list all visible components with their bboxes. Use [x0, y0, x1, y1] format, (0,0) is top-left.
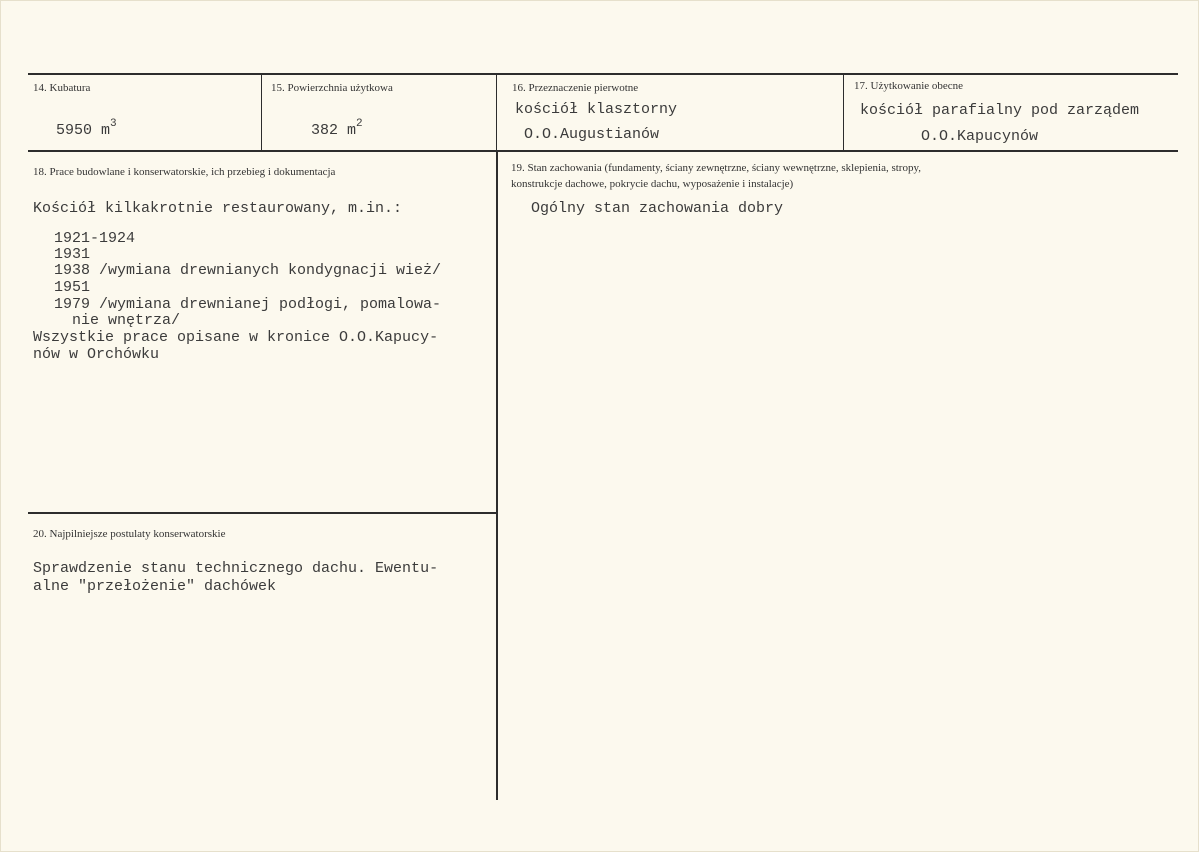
field-14-unit-exponent: 3 — [110, 118, 117, 130]
field-18-entry-4: 1951 — [54, 279, 91, 296]
field-18-entry-5: 1979 /wymiana drewnianej podłogi, pomalowa- — [54, 296, 442, 313]
field-17-line-1: kościół parafialny pod zarządem — [860, 102, 1140, 119]
field-19-label-line-2: konstrukcje dachowe, pokrycie dachu, wyposażenie i instalacje) — [511, 178, 794, 190]
field-20-line-2: alne "przełożenie" dachówek — [33, 578, 277, 595]
field-16-label: 16. Przeznaczenie pierwotne — [512, 82, 639, 94]
field-15-unit-exponent: 2 — [356, 118, 363, 130]
field-20-line-1: Sprawdzenie stanu technicznego dachu. Ewentu- — [33, 560, 439, 577]
divider-16-17 — [843, 75, 844, 150]
field-17-line-2: O.O.Kapucynów — [921, 128, 1039, 145]
field-15-value — [311, 116, 363, 139]
field-15-label: 15. Powierzchnia użytkowa — [271, 82, 393, 94]
field-18-footer-line-1: Wszystkie prace opisane w kronice O.O.Kapucy- — [33, 329, 439, 346]
divider-15-16 — [496, 75, 497, 150]
field-19-value: Ogólny stan zachowania dobry — [531, 200, 784, 217]
field-14-label: 14. Kubatura — [33, 82, 91, 94]
field-19-label-line-1: 19. Stan zachowania (fundamenty, ściany zewnętrzne, ściany wewnętrzne, sklepienia, stropy, — [511, 162, 922, 174]
divider-14-15 — [261, 75, 262, 150]
row1-bottom-rule — [28, 150, 1178, 152]
section18-bottom-rule — [28, 512, 497, 514]
field-16-line-2: O.O.Augustianów — [524, 126, 660, 143]
field-14-value — [56, 116, 117, 139]
field-18-entry-1: 1921-1924 — [54, 230, 136, 247]
field-14-number: 5950 m — [56, 122, 111, 139]
field-18-label: 18. Prace budowlane i konserwatorskie, ich przebieg i dokumentacja — [33, 166, 336, 178]
field-18-entry-3: 1938 /wymiana drewnianych kondygnacji wież/ — [54, 262, 442, 279]
top-rule — [28, 73, 1178, 75]
field-17-label: 17. Użytkowanie obecne — [854, 80, 964, 92]
field-16-line-1: kościół klasztorny — [515, 101, 678, 118]
field-18-intro: Kościół kilkakrotnie restaurowany, m.in.: — [33, 200, 403, 217]
field-18-footer-line-2: nów w Orchówku — [33, 346, 160, 363]
field-15-number: 382 m — [311, 122, 357, 139]
divider-left-right — [496, 152, 498, 800]
field-18-entry-6: nie wnętrza/ — [54, 312, 181, 329]
field-20-label: 20. Najpilniejsze postulaty konserwatorskie — [33, 528, 226, 540]
field-18-entry-2: 1931 — [54, 246, 91, 263]
